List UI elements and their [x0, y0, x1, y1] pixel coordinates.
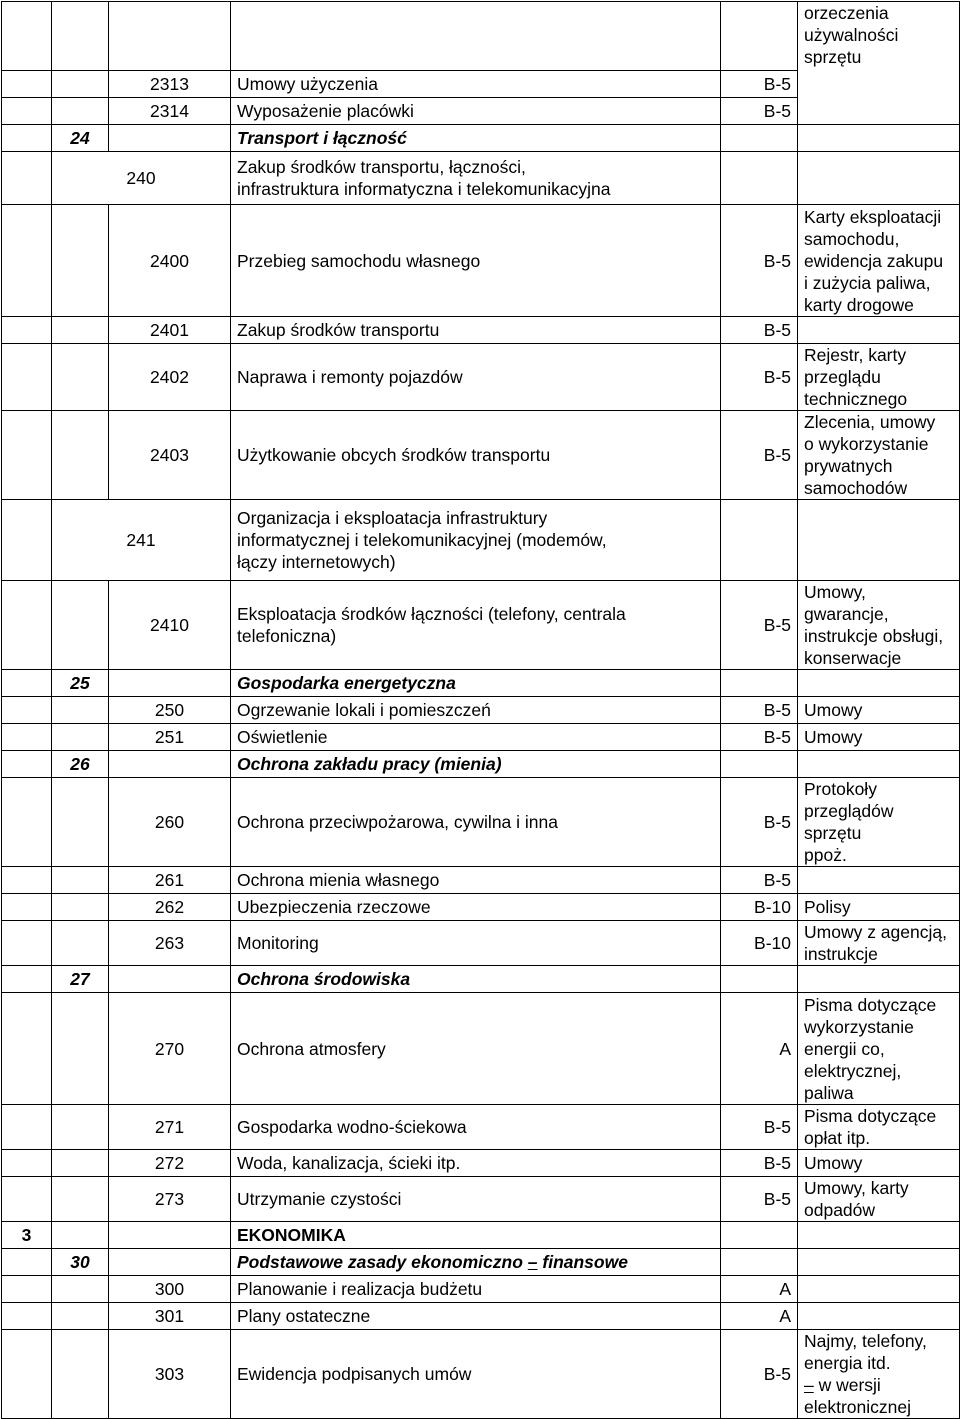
group-title: Zakup środków transportu, łączności, infrastruktura informatyczna i telekomunikacyjna [231, 152, 721, 205]
table-row [2, 344, 960, 411]
record-title: Ochrona mienia własnego [231, 867, 721, 894]
table-row [2, 993, 960, 1105]
section-code: 27 [52, 966, 109, 993]
retention-category: B-5 [721, 71, 798, 98]
note-cell: Umowy [798, 697, 960, 724]
table-row [2, 411, 960, 500]
record-code: 261 [109, 867, 231, 894]
retention-category: B-5 [721, 205, 798, 317]
class-code: 3 [2, 1222, 52, 1249]
table-row [2, 1249, 960, 1276]
note-cell: Rejestr, karty przeglądu technicznego [798, 344, 960, 411]
table-row [2, 867, 960, 894]
table-row [2, 894, 960, 921]
section-title: Transport i łączność [231, 125, 721, 152]
note-line: sprzętu [804, 47, 862, 67]
note-cell: Protokoły przeglądów sprzętu ppoż. [798, 778, 960, 867]
record-title: Ogrzewanie lokali i pomieszczeń [231, 697, 721, 724]
table-row [2, 1330, 960, 1419]
group-code: 241 [52, 500, 231, 581]
note-cell: Pisma dotyczące wykorzystanie energii co, elektrycznej, paliwa [798, 993, 960, 1105]
note-cell: Karty eksploatacji samochodu, ewidencja zakupu i zużycia paliwa, karty drogowe [798, 205, 960, 317]
record-code: 262 [109, 894, 231, 921]
record-title: Ochrona atmosfery [231, 993, 721, 1105]
record-code: 2313 [109, 71, 231, 98]
records-classification-table [1, 1, 960, 1419]
retention-category: B-5 [721, 98, 798, 125]
retention-category: B-5 [721, 867, 798, 894]
note-cell: Umowy, karty odpadów [798, 1177, 960, 1222]
section-code: 25 [52, 670, 109, 697]
table-row [2, 1150, 960, 1177]
table-row [2, 724, 960, 751]
table-row [2, 921, 960, 966]
record-code: 300 [109, 1276, 231, 1303]
table-row [2, 152, 960, 205]
record-code: 272 [109, 1150, 231, 1177]
record-code: 270 [109, 993, 231, 1105]
record-code: 2400 [109, 205, 231, 317]
section-title: Ochrona środowiska [231, 966, 721, 993]
record-title: Utrzymanie czystości [231, 1177, 721, 1222]
record-title: Planowanie i realizacja budżetu [231, 1276, 721, 1303]
table-row [2, 500, 960, 581]
section-title: Gospodarka energetyczna [231, 670, 721, 697]
record-title: Eksploatacja środków łączności (telefony, centrala telefoniczna) [231, 581, 721, 670]
class-title: EKONOMIKA [231, 1222, 721, 1249]
note-line: orzeczenia [804, 3, 889, 23]
table-row [2, 966, 960, 993]
record-title: Ewidencja podpisanych umów [231, 1330, 721, 1419]
table-row [2, 1276, 960, 1303]
section-title: Ochrona zakładu pracy (mienia) [231, 751, 721, 778]
retention-category: B-5 [721, 411, 798, 500]
table-row [2, 581, 960, 670]
record-title: Wyposażenie placówki [231, 98, 721, 125]
record-code: 250 [109, 697, 231, 724]
note-cell: Najmy, telefony, energia itd. – w wersji elektronicznej [798, 1330, 960, 1419]
table-row [2, 1222, 960, 1249]
retention-category: B-5 [721, 778, 798, 867]
retention-category: B-5 [721, 1105, 798, 1150]
table-row [2, 205, 960, 317]
table-row [2, 751, 960, 778]
table-row [2, 1303, 960, 1330]
record-code: 2401 [109, 317, 231, 344]
record-title: Naprawa i remonty pojazdów [231, 344, 721, 411]
table-row [2, 125, 960, 152]
record-code: 2314 [109, 98, 231, 125]
record-code: 260 [109, 778, 231, 867]
record-title: Monitoring [231, 921, 721, 966]
table-row [2, 670, 960, 697]
table-row [2, 1105, 960, 1150]
table-row [2, 317, 960, 344]
note-cell: Umowy, gwarancje, instrukcje obsługi, konserwacje [798, 581, 960, 670]
note-cell: Polisy [798, 894, 960, 921]
record-title: Umowy użyczenia [231, 71, 721, 98]
record-code: 273 [109, 1177, 231, 1222]
note-cell: Umowy [798, 1150, 960, 1177]
table-row [2, 697, 960, 724]
section-code: 24 [52, 125, 109, 152]
record-title: Woda, kanalizacja, ścieki itp. [231, 1150, 721, 1177]
retention-category: A [721, 993, 798, 1105]
record-code: 263 [109, 921, 231, 966]
record-title: Przebieg samochodu własnego [231, 205, 721, 317]
note-cell: Pisma dotyczące opłat itp. [798, 1105, 960, 1150]
record-code: 2402 [109, 344, 231, 411]
retention-category: B-5 [721, 344, 798, 411]
retention-category: B-5 [721, 317, 798, 344]
note-cell: Umowy [798, 724, 960, 751]
table-row [2, 778, 960, 867]
table-row [2, 1177, 960, 1222]
record-title: Użytkowanie obcych środków transportu [231, 411, 721, 500]
retention-category: B-10 [721, 921, 798, 966]
record-title: Ubezpieczenia rzeczowe [231, 894, 721, 921]
record-code: 2403 [109, 411, 231, 500]
record-title: Plany ostateczne [231, 1303, 721, 1330]
record-code: 303 [109, 1330, 231, 1419]
retention-category: B-5 [721, 697, 798, 724]
record-code: 301 [109, 1303, 231, 1330]
retention-category: B-10 [721, 894, 798, 921]
section-code: 30 [52, 1249, 109, 1276]
group-code: 240 [52, 152, 231, 205]
record-code: 2410 [109, 581, 231, 670]
record-title: Oświetlenie [231, 724, 721, 751]
retention-category: B-5 [721, 1330, 798, 1419]
record-title: Ochrona przeciwpożarowa, cywilna i inna [231, 778, 721, 867]
retention-category: A [721, 1303, 798, 1330]
table-row [2, 2, 960, 71]
note-line: używalności [804, 25, 899, 45]
record-code: 251 [109, 724, 231, 751]
record-code: 271 [109, 1105, 231, 1150]
retention-category: B-5 [721, 1150, 798, 1177]
note-cell [798, 2, 960, 125]
retention-category: B-5 [721, 724, 798, 751]
record-title: Zakup środków transportu [231, 317, 721, 344]
section-title: Podstawowe zasady ekonomiczno – finansowe [231, 1249, 721, 1276]
retention-category: B-5 [721, 1177, 798, 1222]
retention-category: A [721, 1276, 798, 1303]
section-code: 26 [52, 751, 109, 778]
group-title: Organizacja i eksploatacja infrastruktury informatycznej i telekomunikacyjnej (modemów, łączy internetowych) [231, 500, 721, 581]
note-cell: Umowy z agencją, instrukcje [798, 921, 960, 966]
note-cell: Zlecenia, umowy o wykorzystanie prywatnych samochodów [798, 411, 960, 500]
retention-category: B-5 [721, 581, 798, 670]
record-title: Gospodarka wodno-ściekowa [231, 1105, 721, 1150]
